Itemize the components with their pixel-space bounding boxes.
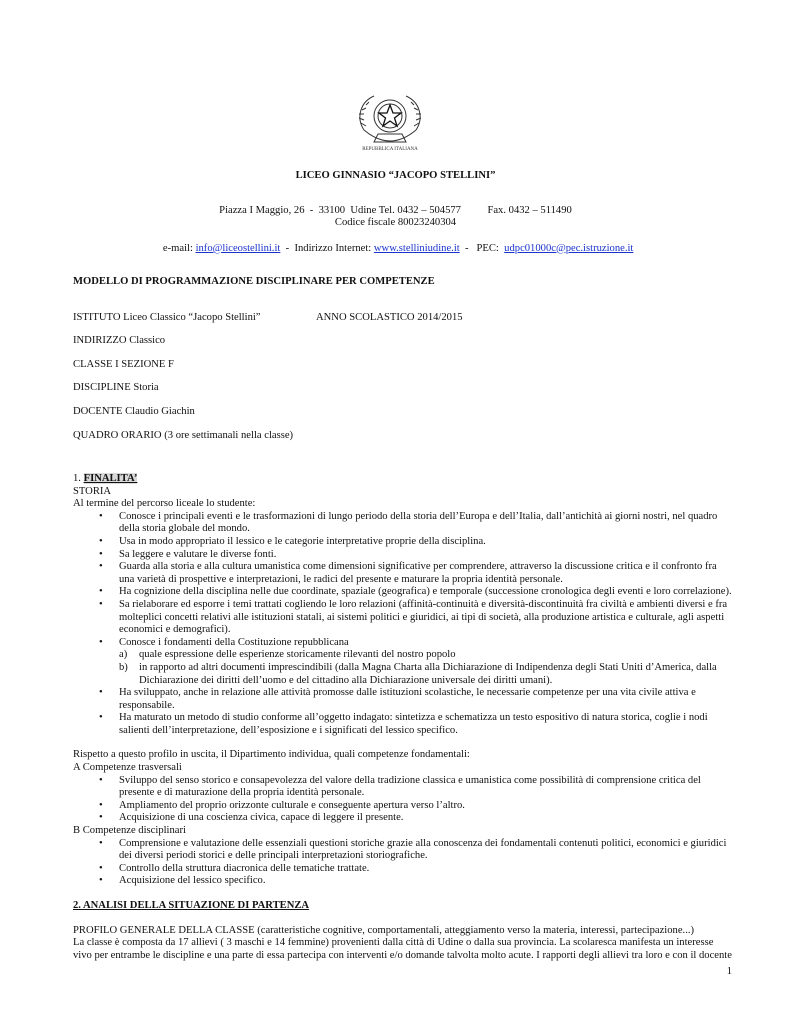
list-item-text: Conosce i fondamenti della Costituzione repubblicana xyxy=(119,636,349,648)
field-quadro-orario: QUADRO ORARIO (3 ore settimanali nella classe) xyxy=(73,430,294,441)
section1-number: 1. xyxy=(73,473,84,484)
field-anno: ANNO SCOLASTICO 2014/2015 xyxy=(316,312,463,323)
sub-list-marker: b) xyxy=(119,661,128,673)
repubblica-italiana-emblem-icon xyxy=(350,90,430,156)
list-item: • Comprensione e valutazione delle essenziali questioni storiche grazie alla conoscenza dei fondamentali contenuti politici, economici e giuridici dei diversi periodi storici e delle principali interpretazioni storiografiche. xyxy=(73,838,733,863)
class-description: La classe è composta da 17 allievi ( 3 maschi e 14 femmine) provenienti dalla città di Udine o dalla sua provincia. La scolaresca manifesta un interesse vivo per entrambe le discipline e una parte di essa partecipa con interventi e/o domande talvolta molto acute. I rapporti degli allievi tra loro e con il docente xyxy=(73,937,732,961)
spacer xyxy=(73,913,733,925)
list-item: • Sa rielaborare ed esporre i temi trattati cogliendo le loro relazioni (affinità-continuità e diversità-discontinuità fra civiltà e ambienti diversi e fra molteplici concetti relativi alle istituzioni statali, ai sistemi politici e giuridici, ai tipi di società, alla produzione artistica e culturale, agli aspetti economici e demografici). xyxy=(73,599,733,637)
school-name: LICEO GINNASIO “JACOPO STELLINI” xyxy=(295,170,496,181)
field-docente: DOCENTE Claudio Giachin xyxy=(73,406,195,417)
document-body xyxy=(73,473,733,962)
field-istituto: ISTITUTO Liceo Classico “Jacopo Stellini” xyxy=(73,312,261,323)
fiscal-code: Codice fiscale 80023240304 xyxy=(334,217,457,228)
list-item: • Ampliamento del proprio orizzonte culturale e conseguente apertura verso l’altro. xyxy=(73,800,733,813)
list-item: • Acquisizione del lessico specifico. xyxy=(73,875,733,888)
list-item: • Sa leggere e valutare le diverse fonti. xyxy=(73,549,733,562)
list-item: • Conosce i principali eventi e le trasformazioni di lungo periodo della storia dell’Europa e dell’Italia, dall’antichità ai giorni nostri, nel quadro della storia globale del mondo. xyxy=(73,511,733,536)
section1-title: FINALITA’ xyxy=(83,473,138,484)
address-line: Piazza I Maggio, 26 - 33100 Udine Tel. 0432 – 504577 Fax. 0432 – 511490 xyxy=(219,205,572,216)
section1-heading xyxy=(73,473,733,486)
contact-line xyxy=(0,230,791,255)
spacer xyxy=(73,888,733,900)
list-item: • Sviluppo del senso storico e consapevolezza del valore della tradizione classica e umanistica come possibilità di comprensione critica del presente e di maturazione della propria identità personale. xyxy=(73,775,733,800)
sub-list xyxy=(119,649,733,687)
group-b-list xyxy=(73,838,733,888)
section2-title: 2. ANALISI DELLA SITUAZIONE DI PARTENZA xyxy=(73,900,310,911)
email-label: e-mail: xyxy=(162,242,196,254)
internet-label: - Indirizzo Internet: xyxy=(280,242,374,254)
sub-list-item xyxy=(119,662,733,687)
list-item: • Ha sviluppato, anche in relazione alle attività promosse dalle istituzioni scolastiche, le necessarie competenze per una vita civile attiva e responsabile. xyxy=(73,687,733,712)
doc-title: MODELLO DI PROGRAMMAZIONE DISCIPLINARE PER COMPETENZE xyxy=(73,276,435,287)
competenze-intro: Rispetto a questo profilo in uscita, il Dipartimento individua, quali competenze fondamentali: xyxy=(73,749,470,761)
list-item: • Ha maturato un metodo di studio conforme all’oggetto indagato: sintetizza e schematizza un testo espositivo di natura storica, coglie i nodi salienti dell’interpretazione, dell’esposizione e i significati del lessico specifico. xyxy=(73,712,733,737)
profile-line: PROFILO GENERALE DELLA CLASSE (caratteristiche cognitive, comportamentali, atteggiamento verso la materia, interessi, partecipazione...) xyxy=(73,924,695,936)
field-classe: CLASSE I SEZIONE F xyxy=(73,359,174,370)
list-item: • Controllo della struttura diacronica delle tematiche trattate. xyxy=(73,863,733,876)
list-item: • Ha cognizione della disciplina nelle due coordinate, spaziale (geografica) e temporale (successione cronologica degli eventi e loro correlazione). xyxy=(73,586,733,599)
list-item: • Acquisizione di una coscienza civica, capace di leggere il presente. xyxy=(73,812,733,825)
field-indirizzo: INDIRIZZO Classico xyxy=(73,335,166,346)
sub-list-item xyxy=(119,649,733,662)
sub-list-text: in rapporto ad altri documenti imprescindibili (dalla Magna Charta alla Dichiarazione di Indipendenza degli Stati Uniti d’America, dalla Dichiarazione dei diritti dell’uomo e del cittadino alla Dichiarazione universale dei diritti umani). xyxy=(139,661,717,686)
group-a-title: A Competenze trasversali xyxy=(73,762,182,774)
page-number: 1 xyxy=(726,966,732,977)
list-item xyxy=(73,637,733,687)
spacer xyxy=(73,737,733,749)
section1-subject: STORIA xyxy=(73,485,112,497)
group-b-title: B Competenze disciplinari xyxy=(73,825,186,837)
website-link[interactable]: www.stelliniudine.it xyxy=(373,242,460,254)
list-item: • Guarda alla storia e alla cultura umanistica come dimensioni significative per comprendere, attraverso la discussione critica e il confronto fra una varietà di prospettive e interpretazioni, le radici del presente e maturare la propria identità personale. xyxy=(73,561,733,586)
field-discipline: DISCIPLINE Storia xyxy=(73,382,159,393)
email-link[interactable]: info@liceostellini.it xyxy=(195,242,281,254)
emblem-ribbon-text: REPUBBLICA ITALIANA xyxy=(362,147,418,152)
sub-list-text: quale espressione delle esperienze storicamente rilevanti del nostro popolo xyxy=(139,649,456,661)
section1-intro: Al termine del percorso liceale lo studente: xyxy=(73,498,256,510)
finalita-list xyxy=(73,511,733,738)
sub-list-marker: a) xyxy=(119,649,128,661)
pec-link[interactable]: udpc01000c@pec.istruzione.it xyxy=(504,242,634,254)
list-item: • Usa in modo appropriato il lessico e le categorie interpretative proprie della disciplina. xyxy=(73,536,733,549)
pec-label: - PEC: xyxy=(459,242,505,254)
group-a-list xyxy=(73,775,733,825)
